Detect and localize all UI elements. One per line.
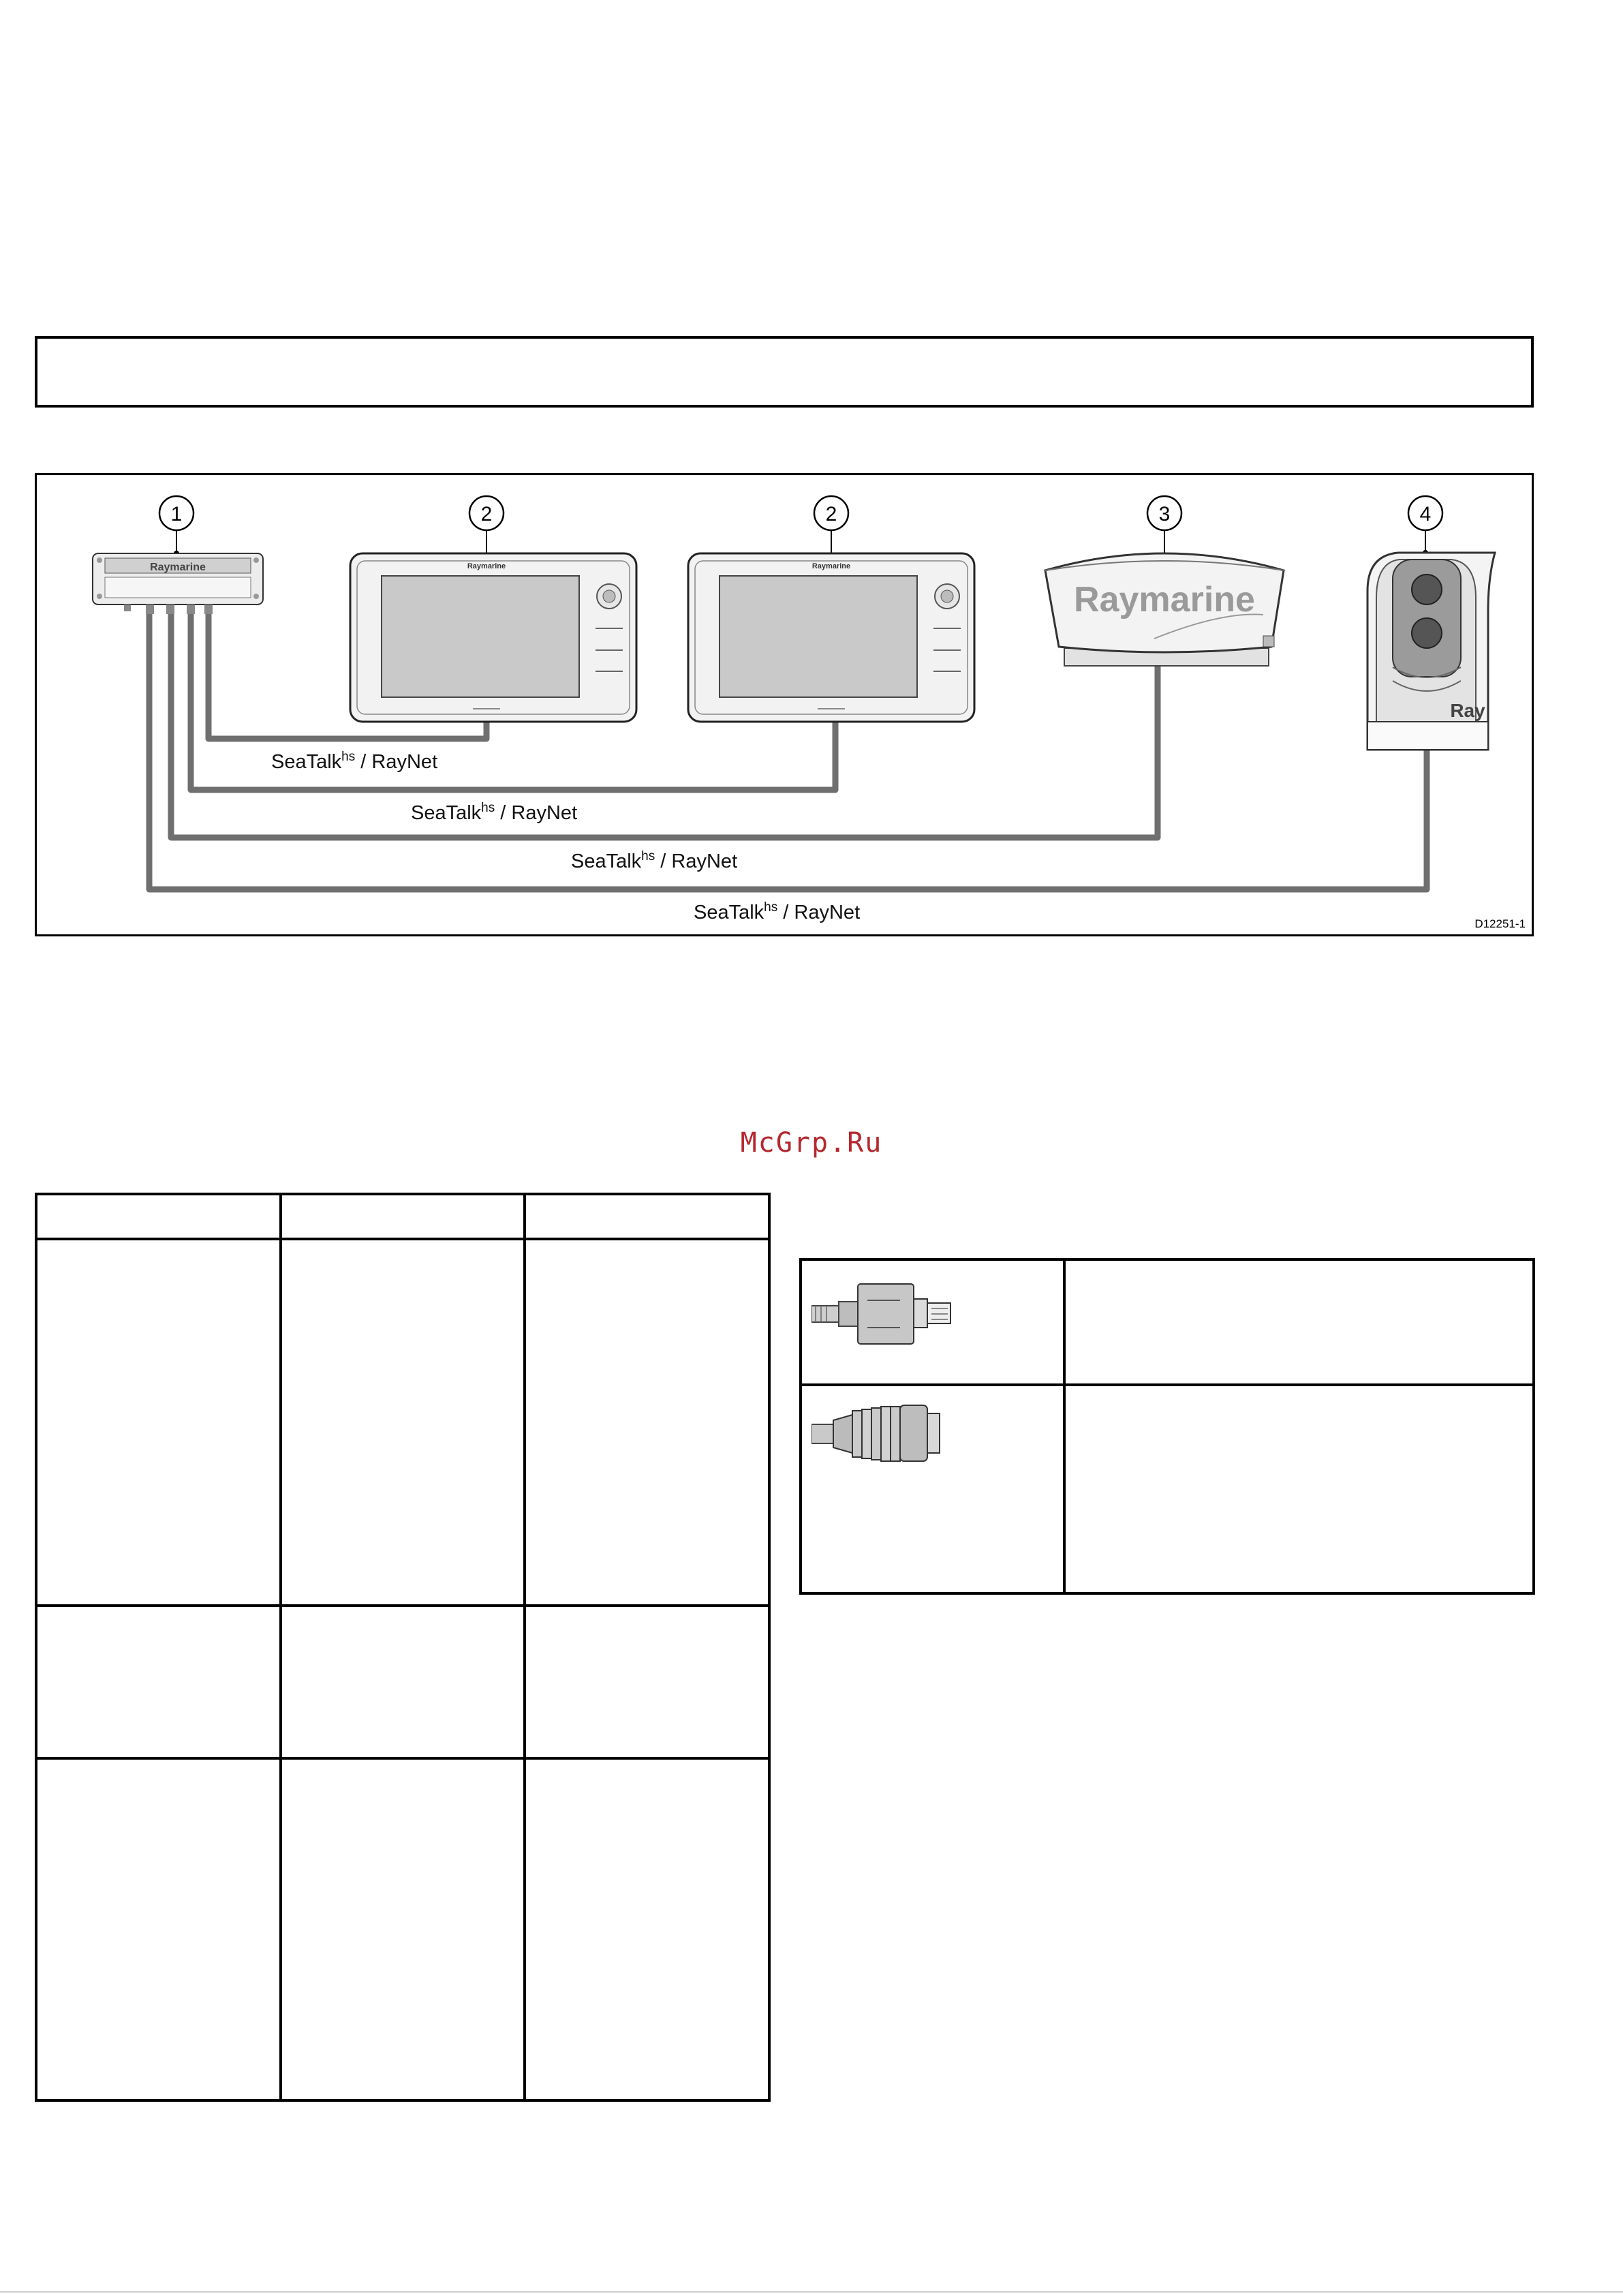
footer-divider	[0, 2291, 1623, 2293]
table-row	[36, 1758, 769, 2100]
camera-brand: Ray	[1450, 700, 1485, 721]
table-cell	[281, 1606, 525, 1758]
connector-row	[801, 1385, 1534, 1593]
table-cell	[525, 1758, 769, 2100]
left-table	[35, 1193, 771, 2099]
table-cell	[36, 1758, 281, 2100]
connector-description-cell	[1064, 1259, 1534, 1385]
multifunction-display-2	[688, 553, 974, 722]
connection-label-1: SeaTalk$^{hs}$ / RayNet	[271, 750, 438, 773]
radar-dome	[1045, 553, 1284, 666]
network-diagram	[35, 473, 1534, 936]
connector-row	[801, 1259, 1534, 1385]
table-cell	[281, 1758, 525, 2100]
callout-number-4: 4	[1419, 503, 1432, 525]
figure-id: D12251-1	[1474, 917, 1526, 930]
rj45-connector-icon	[812, 1270, 975, 1352]
callout-number-2b: 2	[825, 503, 837, 525]
table-cell	[525, 1606, 769, 1758]
table-header-cell	[36, 1194, 281, 1239]
table-cell	[281, 1239, 525, 1606]
note-box	[35, 336, 1534, 408]
callout-number-1: 1	[170, 503, 183, 525]
display-2-brand: Raymarine	[812, 562, 851, 570]
raynet-connector-icon	[812, 1396, 975, 1478]
thermal-camera	[1367, 553, 1495, 750]
switch-brand: Raymarine	[150, 562, 206, 573]
multifunction-display-1	[350, 553, 636, 722]
callout-number-3: 3	[1158, 503, 1171, 525]
radar-brand: Raymarine	[1074, 580, 1255, 619]
table-cell	[525, 1239, 769, 1606]
table-row	[36, 1606, 769, 1758]
connector-image-cell	[801, 1259, 1064, 1385]
watermark: McGrp.Ru	[740, 1127, 883, 1159]
cable-radar	[171, 614, 1158, 838]
table-header-cell	[525, 1194, 769, 1239]
table-cell	[36, 1239, 281, 1606]
connector-image-cell	[801, 1385, 1064, 1593]
display-1-brand: Raymarine	[467, 562, 506, 570]
table-cell	[36, 1606, 281, 1758]
table-header-row	[36, 1194, 769, 1239]
table-header-cell	[281, 1194, 525, 1239]
network-switch	[93, 553, 263, 614]
connection-label-2: SeaTalk$^{hs}$ / RayNet	[411, 801, 578, 824]
connection-label-3: SeaTalk$^{hs}$ / RayNet	[571, 849, 738, 872]
callout-number-2a: 2	[480, 503, 493, 525]
connector-table	[799, 1258, 1535, 1592]
connector-description-cell	[1064, 1385, 1534, 1593]
connection-label-4: SeaTalk$^{hs}$ / RayNet	[694, 900, 861, 923]
diagram-svg	[37, 475, 1532, 934]
table-row	[36, 1239, 769, 1606]
